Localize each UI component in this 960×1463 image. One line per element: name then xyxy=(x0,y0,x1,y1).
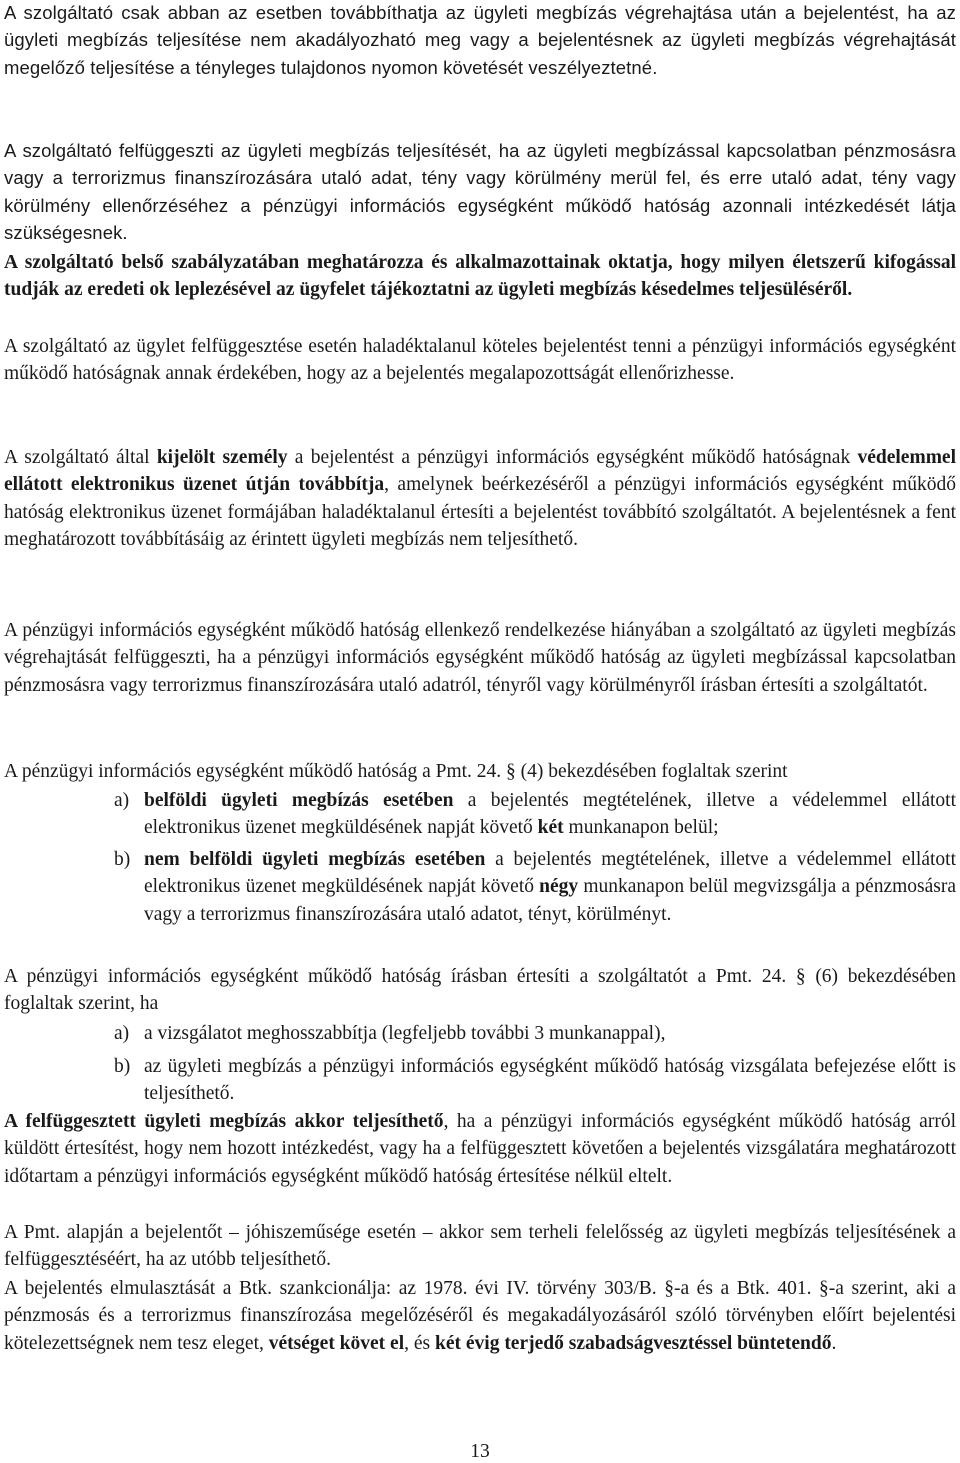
paragraph-7: A pénzügyi információs egységként működő hatóság a Pmt. 24. § (4) bekezdésében foglaltak szerint xyxy=(4,761,788,782)
paragraph-10: A Pmt. alapján a bejelentőt – jóhiszeműsége esetén – akkor sem terheli felelősség az ügyleti megbízás teljesítésének a felfüggesztéséért, ha az utóbb teljesíthető. xyxy=(4,1222,956,1271)
paragraph-9: A felfüggesztett ügyleti megbízás akkor teljesíthető, ha a pénzügyi információs egységként működő hatóság arról küldött értesítést, hogy nem hozott intézkedést, vagy ha a felfüggesztett követően a bejelentés vizsgálatára meghatározott időtartam a pénzügyi információs egységként működő hatóság értesítése nélkül eltelt. xyxy=(4,1111,956,1187)
paragraph-4: A szolgáltató az ügylet felfüggesztése esetén haladéktalanul köteles bejelentést tenni a pénzügyi információs egységként működő hatóságnak annak érdekében, hogy az a bejelentés megalapozottságát ellenőrizhesse. xyxy=(4,336,956,385)
list-item-belfoldi: a) belföldi ügyleti megbízás esetében a bejelentés megtételének, illetve a védelemmel ellátott elektronikus üzenet megküldésének napját követő két munkanapon belül; xyxy=(114,790,957,839)
paragraph-3: A szolgáltató belső szabályzatában meghatározza és alkalmazottainak oktatja, hogy milyen életszerű kifogással tudják az eredeti ok leplezésével az ügyfelet tájékoztatni az ügyleti megbízás késedelmes teljesüléséről. xyxy=(4,252,956,301)
paragraph-1: A szolgáltató csak abban az esetben továbbíthatja az ügyleti megbízás végrehajtása után a bejelentést, ha az ügyleti megbízás teljesítése nem akadályozható meg vagy a bejelentésnek az ügyleti megbízás végrehajtását megelőző teljesítése a tényleges tulajdonos nyomon követését veszélyeztetné. xyxy=(4,2,956,78)
paragraph-2: A szolgáltató felfüggeszti az ügyleti megbízás teljesítését, ha az ügyleti megbízással kapcsolatban pénzmosásra vagy a terrorizmus finanszírozására utaló adat, tény vagy körülmény merül fel, és erre utaló adat, tény vagy körülmény ellenőrzéséhez a pénzügyi információs egységként működő hatóság azonnali intézkedését látja szükségesnek. xyxy=(4,140,956,244)
list-item-nem-belfoldi: b) nem belföldi ügyleti megbízás esetében a bejelentés megtételének, illetve a védelemmel ellátott elektronikus üzenet megküldésének napját követő négy munkanapon belül megvizsgálja a pénzmosásra vagy a terrorizmus finanszírozására utaló adatot, tényt, körülményt. xyxy=(114,849,957,925)
list-item-meghosszabbitja: a) a vizsgálatot meghosszabbítja (legfeljebb további 3 munkanappal), xyxy=(114,1023,666,1044)
paragraph-8: A pénzügyi információs egységként működő hatóság írásban értesíti a szolgáltatót a Pmt. 24. § (6) bekezdésében foglaltak szerint, ha xyxy=(4,966,956,1015)
paragraph-5: A szolgáltató által kijelölt személy a bejelentést a pénzügyi információs egységként működő hatóságnak védelemmel ellátott elektronikus üzenet útján továbbítja, amelynek beérkezéséről a pénzügyi információs egységként működő hatóság elektronikus üzenet formájában haladéktalanul értesíti a bejelentést továbbító szolgáltatót. A bejelentésnek a fent meghatározott továbbításáig az érintett ügyleti megbízás nem teljesíthető. xyxy=(4,447,957,551)
list-item-teljesitheto: b) az ügyleti megbízás a pénzügyi információs egységként működő hatóság vizsgálata befejezése előtt is teljesíthető. xyxy=(114,1056,956,1105)
paragraph-6: A pénzügyi információs egységként működő hatóság ellenkező rendelkezése hiányában a szolgáltató az ügyleti megbízás végrehajtását felfüggeszti, ha a pénzügyi információs egységként működő hatóság az ügyleti megbízással kapcsolatban pénzmosásra vagy terrorizmus finanszírozására utaló adatról, tényről vagy körülményről írásban értesíti a szolgáltatót. xyxy=(4,620,956,696)
paragraph-11: A bejelentés elmulasztását a Btk. szankcionálja: az 1978. évi IV. törvény 303/B. §-a és a Btk. 401. §-a szerint, aki a pénzmosás és a terrorizmus finanszírozása megelőzéséről és megakadályozásáról szóló törvényben előírt bejelentési kötelezettségnek nem tesz eleget, vétséget követ el, és két évig terjedő szabadságvesztéssel büntetendő. xyxy=(4,1278,956,1354)
page-number: 13 xyxy=(470,1441,490,1462)
